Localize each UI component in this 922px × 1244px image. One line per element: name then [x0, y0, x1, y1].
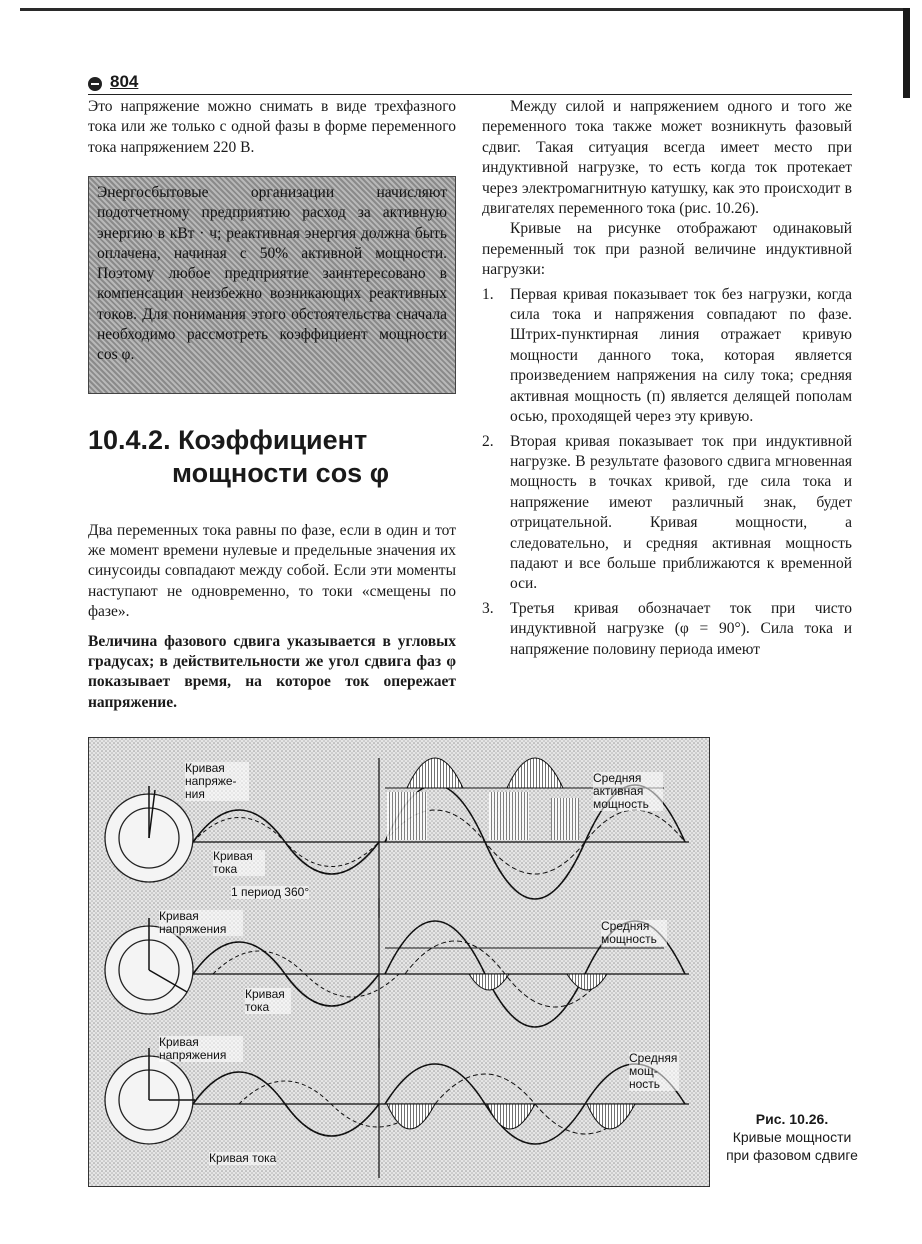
label-period: 1 период 360°	[231, 885, 310, 899]
right-paragraph-1: Между силой и напряжением одного и того же переменного тока также может возникнуть фазовый сдвиг. Такая ситуация всегда имеет место при индуктивной нагрузке, то есть когда ток протекает через электромагнитную катушку, как это происходит в двигателях переменного тока (рис. 10.26).	[482, 98, 852, 218]
right-paragraph-2: Кривые на рисунке отображают одинаковый переменный ток при разной величине индуктивной нагрузки:	[482, 220, 852, 279]
figure-caption	[722, 1110, 862, 1164]
section-title	[88, 424, 456, 490]
left-paragraph-2: Два переменных тока равны по фазе, если в один и тот же момент времени нулевые и предельные значения их синусоиды совпадают между собой. Если эти моменты наступают не одновременно, то токи «смещены по фазе».	[88, 521, 456, 621]
page-number: 804	[110, 72, 139, 91]
page-marker-icon	[88, 77, 102, 91]
label-average-active-power: Средняя активная мощность	[593, 772, 663, 811]
label-average-power-2: Средняя мощность	[601, 920, 667, 946]
left-column	[88, 97, 456, 158]
page-frame-right	[903, 8, 910, 98]
list-item-text: Первая кривая показывает ток без нагрузки, когда сила тока и напряжения совпадают по фазе. Штрих-пунктирная линия отражает кривую мощности данного тока, которая является произведением напряжения на силу тока; средняя активная мощность (п) является делящей пополам осью, проходящей через эту кривую.	[510, 285, 852, 426]
list-item-text: Вторая кривая показывает ток при индуктивной нагрузке. В результате фазового сдвига мгновенная мощность в точках кривой, где сила тока и напряжение имеют различный знак, будет отрицательной. Кривая мощности, а следовательно, и средняя активная мощность падают и все больше приближаются к временной оси.	[510, 432, 852, 593]
page-header	[88, 72, 852, 95]
figure-caption-text: Кривые мощности при фазовом сдвиге	[726, 1129, 858, 1163]
figure-caption-title: Рис. 10.26.	[755, 1111, 829, 1127]
left-paragraph-3-bold: Величина фазового сдвига указывается в угловых градусах; в действительности же угол сдвига фаз φ показывает время, на которое ток опережает напряжение.	[88, 632, 456, 711]
list-item-number: 2.	[482, 432, 494, 450]
numbered-list	[482, 285, 852, 660]
left-paragraph-1: Это напряжение можно снимать в виде трехфазного тока или же только с одной фазы в форме переменного тока напряжением 220 В.	[88, 98, 456, 156]
list-item	[482, 285, 852, 428]
label-voltage-curve-1: Кривая напряже-ния	[185, 762, 249, 801]
list-item-text: Третья кривая обозначает ток при чисто индуктивной нагрузке (φ = 90°). Сила тока и напряжение половину периода имеют	[510, 599, 852, 658]
label-current-curve-2: Кривая тока	[245, 988, 291, 1014]
label-current-curve-1: Кривая тока	[213, 850, 265, 876]
list-item	[482, 599, 852, 660]
right-column	[482, 97, 852, 664]
label-voltage-curve-3: Кривая напряжения	[159, 1036, 243, 1062]
section-title-line-1: 10.4.2. Коэффициент	[88, 425, 368, 455]
list-item-number: 1.	[482, 285, 494, 303]
list-item	[482, 432, 852, 595]
section-title-line-2: мощности cos φ	[172, 458, 390, 488]
note-box: Энергосбытовые организации начисляют подотчетному предприятию расход за активную энергию в кВт · ч; реактивная энергия должна быть оплачена, начиная с 50% активной мощности. Поэтому любое предприятие заинтересовано в компенсации неизбежно возникающих реактивных токов. Для понимания этого обстоятельства сначала необходимо рассмотреть коэффициент мощности cos φ.	[88, 176, 456, 394]
list-item-number: 3.	[482, 599, 494, 617]
page-frame-top	[20, 8, 906, 11]
label-current-curve-3: Кривая тока	[209, 1151, 277, 1165]
figure-power-curves	[88, 737, 710, 1187]
label-voltage-curve-2: Кривая напряжения	[159, 910, 243, 936]
label-average-power-3: Средняя мощ-ность	[629, 1051, 678, 1091]
